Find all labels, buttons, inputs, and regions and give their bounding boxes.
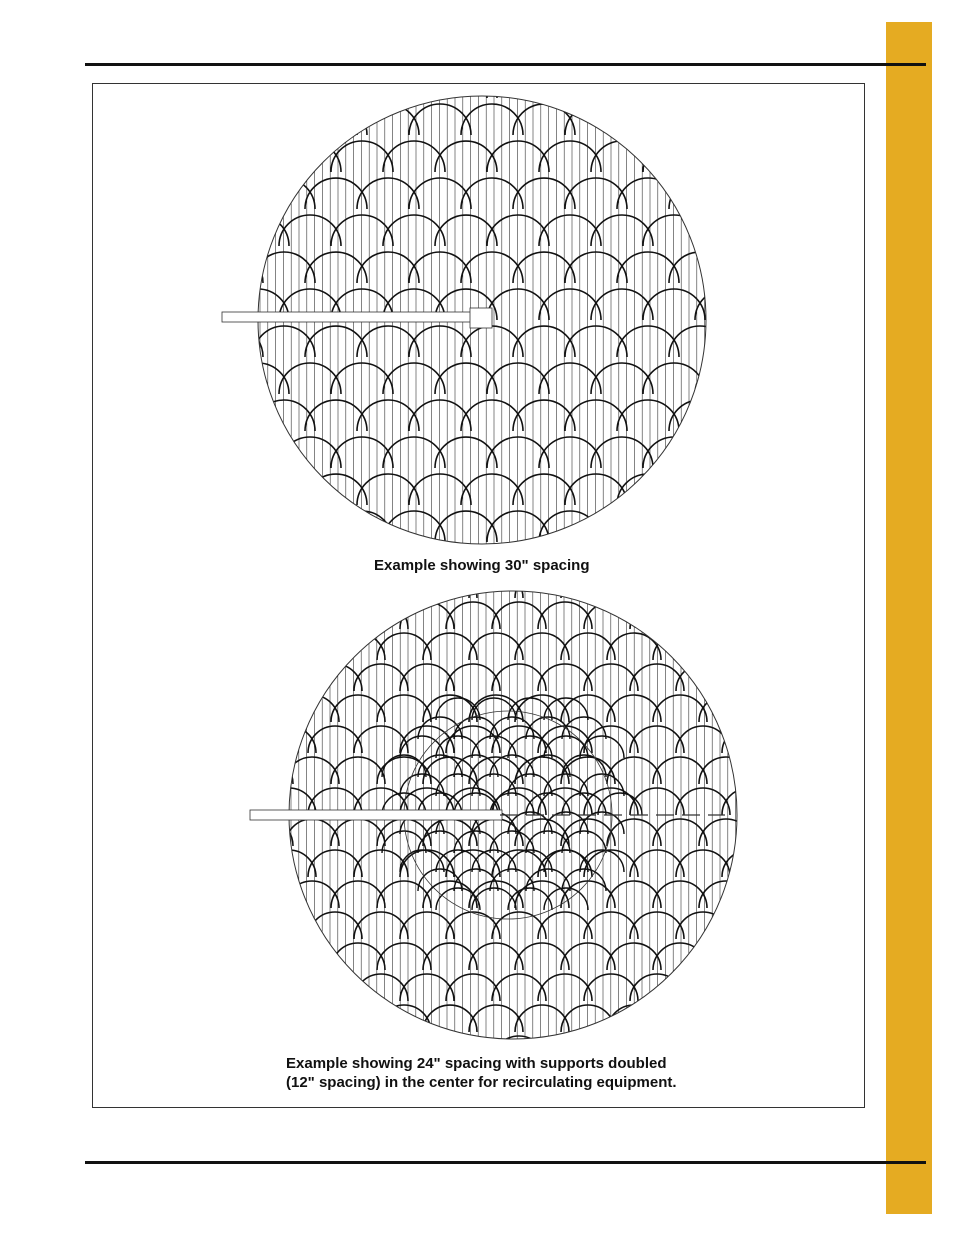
support-ring-arc <box>239 943 293 970</box>
support-ring-arc <box>201 400 263 431</box>
support-ring-arc <box>239 571 293 598</box>
support-ring-arc <box>630 540 684 567</box>
support-ring-arc <box>279 511 341 542</box>
support-ring-arc <box>721 178 783 209</box>
support-ring-arc <box>216 540 270 567</box>
diagram-30-inch-spacing <box>175 0 783 616</box>
support-ring-arc <box>279 585 341 616</box>
support-ring-arc <box>721 30 783 61</box>
support-ring-arc <box>695 585 757 616</box>
support-ring-arc <box>676 602 730 629</box>
support-ring-arc <box>239 881 293 908</box>
support-ring-arc <box>239 819 293 846</box>
support-ring-arc <box>617 548 679 579</box>
support-ring-arc <box>436 888 480 910</box>
support-ring-arc <box>285 633 339 660</box>
support-ring-arc <box>239 695 293 722</box>
support-ring-arc <box>227 67 289 98</box>
support-ring-arc <box>201 548 263 579</box>
support-ring-arc <box>487 67 549 98</box>
support-ring-arc <box>239 633 293 660</box>
support-ring-arc <box>722 726 776 753</box>
support-ring-arc <box>591 585 653 616</box>
support-ring-arc <box>722 602 776 629</box>
support-ring-arc <box>285 1005 339 1032</box>
support-ring-arc <box>253 104 315 135</box>
support-ring-arc <box>676 974 730 1001</box>
support-ring-arc <box>699 571 753 598</box>
support-ring-arc <box>745 633 799 660</box>
support-ring-arc <box>216 974 270 1001</box>
support-ring-arc <box>643 141 705 172</box>
unload-tube <box>222 308 492 328</box>
support-ring-arc <box>669 30 731 61</box>
support-ring-arc <box>461 30 523 61</box>
support-ring-arc <box>643 0 705 24</box>
support-ring-arc <box>487 0 549 24</box>
support-ring-arc <box>561 509 615 536</box>
support-ring-arc <box>745 1005 799 1032</box>
support-ring-arc <box>695 0 757 24</box>
support-arcs <box>216 509 799 1094</box>
support-ring-arc <box>699 1005 753 1032</box>
support-ring-arc <box>331 1005 385 1032</box>
support-ring-arc <box>262 602 316 629</box>
support-ring-arc <box>331 571 385 598</box>
support-ring-arc <box>722 540 776 567</box>
support-ring-arc <box>227 585 289 616</box>
support-ring-arc <box>227 511 289 542</box>
support-ring-arc <box>308 974 362 1001</box>
support-ring-arc <box>643 67 705 98</box>
support-ring-arc <box>539 0 601 24</box>
support-ring-arc <box>279 67 341 98</box>
support-ring-arc <box>377 571 431 598</box>
unload-tube <box>250 810 725 820</box>
support-ring-arc <box>607 509 661 536</box>
support-ring-arc <box>331 511 393 542</box>
support-ring-arc <box>722 850 776 877</box>
support-ring-arc <box>435 585 497 616</box>
support-ring-arc <box>669 548 731 579</box>
support-ring-arc <box>239 509 293 536</box>
support-ring-arc <box>262 974 316 1001</box>
support-ring-arc <box>676 540 730 567</box>
support-ring-arc <box>201 30 263 61</box>
diagram-24-inch-spacing <box>216 509 799 1094</box>
support-ring-arc <box>383 585 445 616</box>
support-ring-arc <box>216 912 270 939</box>
support-ring-arc <box>617 104 679 135</box>
support-ring-arc <box>591 0 653 24</box>
support-ring-arc <box>285 509 339 536</box>
support-ring-arc <box>227 141 289 172</box>
support-ring-arc <box>607 571 661 598</box>
support-ring-arc <box>175 0 237 24</box>
support-ring-arc <box>216 664 270 691</box>
support-ring-arc <box>175 511 237 542</box>
support-ring-arc <box>201 252 263 283</box>
support-ring-arc <box>695 437 757 468</box>
support-ring-arc <box>253 30 315 61</box>
support-ring-arc <box>695 363 757 394</box>
support-ring-arc <box>216 726 270 753</box>
support-ring-arc <box>285 943 339 970</box>
support-ring-arc <box>745 819 799 846</box>
support-ring-arc <box>239 757 293 784</box>
caption-24-inch-spacing: Example showing 24" spacing with supports doubled (12" spacing) in the center for recirculating equipment. <box>286 1055 677 1091</box>
support-ring-arc <box>699 509 753 536</box>
support-ring-arc <box>722 1036 776 1063</box>
support-ring-arc <box>377 1005 431 1032</box>
support-ring-arc <box>175 215 237 246</box>
support-ring-arc <box>201 104 263 135</box>
support-ring-arc <box>175 437 237 468</box>
support-ring-arc <box>175 585 237 616</box>
support-ring-arc <box>745 571 799 598</box>
support-ring-arc <box>513 30 575 61</box>
support-ring-arc <box>331 67 393 98</box>
support-ring-arc <box>699 943 753 970</box>
support-ring-arc <box>722 912 776 939</box>
support-ring-arc <box>745 509 799 536</box>
support-ring-arc <box>175 141 237 172</box>
support-ring-arc <box>305 30 367 61</box>
support-ring-arc <box>308 540 362 567</box>
support-ring-arc <box>669 474 731 505</box>
support-ring-arc <box>201 326 263 357</box>
support-ring-arc <box>695 67 757 98</box>
support-ring-arc <box>745 757 799 784</box>
support-ring-arc <box>435 0 497 24</box>
support-ring-arc <box>721 104 783 135</box>
support-ring-arc <box>383 67 445 98</box>
support-ring-arc <box>695 511 757 542</box>
support-ring-arc <box>305 104 367 135</box>
support-ring-arc <box>695 215 757 246</box>
support-ring-arc <box>669 104 731 135</box>
support-ring-arc <box>617 30 679 61</box>
support-ring-arc <box>695 141 757 172</box>
support-ring-arc <box>331 585 393 616</box>
support-ring-arc <box>722 664 776 691</box>
support-ring-arc <box>653 1005 707 1032</box>
support-ring-arc <box>253 474 315 505</box>
support-ring-arc <box>721 252 783 283</box>
support-ring-arc <box>305 548 367 579</box>
support-ring-arc <box>591 511 653 542</box>
support-ring-arc <box>722 974 776 1001</box>
support-ring-arc <box>584 540 638 567</box>
support-ring-arc <box>721 474 783 505</box>
caption-30-inch-spacing: Example showing 30" spacing <box>374 557 590 574</box>
support-ring-arc <box>699 633 753 660</box>
support-ring-arc <box>721 400 783 431</box>
support-ring-arc <box>227 0 289 24</box>
support-ring-arc <box>745 1067 799 1094</box>
support-ring-arc <box>262 664 316 691</box>
support-ring-arc <box>262 912 316 939</box>
support-ring-arc <box>308 602 362 629</box>
support-ring-arc <box>699 1067 753 1094</box>
support-ring-arc <box>216 1036 270 1063</box>
support-ring-arc <box>262 540 316 567</box>
support-ring-arc <box>539 67 601 98</box>
support-ring-arc <box>591 67 653 98</box>
support-ring-arc <box>565 30 627 61</box>
support-ring-arc <box>745 943 799 970</box>
support-ring-arc <box>653 571 707 598</box>
support-ring-arc <box>383 0 445 24</box>
support-ring-arc <box>175 67 237 98</box>
support-ring-arc <box>216 850 270 877</box>
support-ring-arc <box>239 1067 293 1094</box>
support-ring-arc <box>423 509 477 536</box>
support-ring-arc <box>643 585 705 616</box>
support-ring-arc <box>331 0 393 24</box>
support-ring-arc <box>745 881 799 908</box>
support-ring-arc <box>745 695 799 722</box>
support-ring-arc <box>721 326 783 357</box>
support-ring-arc <box>201 178 263 209</box>
support-ring-arc <box>643 511 705 542</box>
support-ring-arc <box>607 1005 661 1032</box>
support-ring-arc <box>175 363 237 394</box>
support-ring-arc <box>253 548 315 579</box>
support-ring-arc <box>435 67 497 98</box>
support-ring-arc <box>676 1036 730 1063</box>
support-ring-arc <box>285 571 339 598</box>
support-ring-arc <box>239 1005 293 1032</box>
support-ring-arc <box>227 437 289 468</box>
support-ring-arc <box>630 602 684 629</box>
support-ring-arc <box>561 571 615 598</box>
support-ring-arc <box>409 30 471 61</box>
support-ring-arc <box>653 509 707 536</box>
support-ring-arc <box>357 30 419 61</box>
support-ring-arc <box>721 548 783 579</box>
support-ring-arc <box>669 178 731 209</box>
support-ring-arc <box>201 474 263 505</box>
support-ring-arc <box>216 602 270 629</box>
support-ring-arc <box>423 571 477 598</box>
support-ring-arc <box>279 0 341 24</box>
